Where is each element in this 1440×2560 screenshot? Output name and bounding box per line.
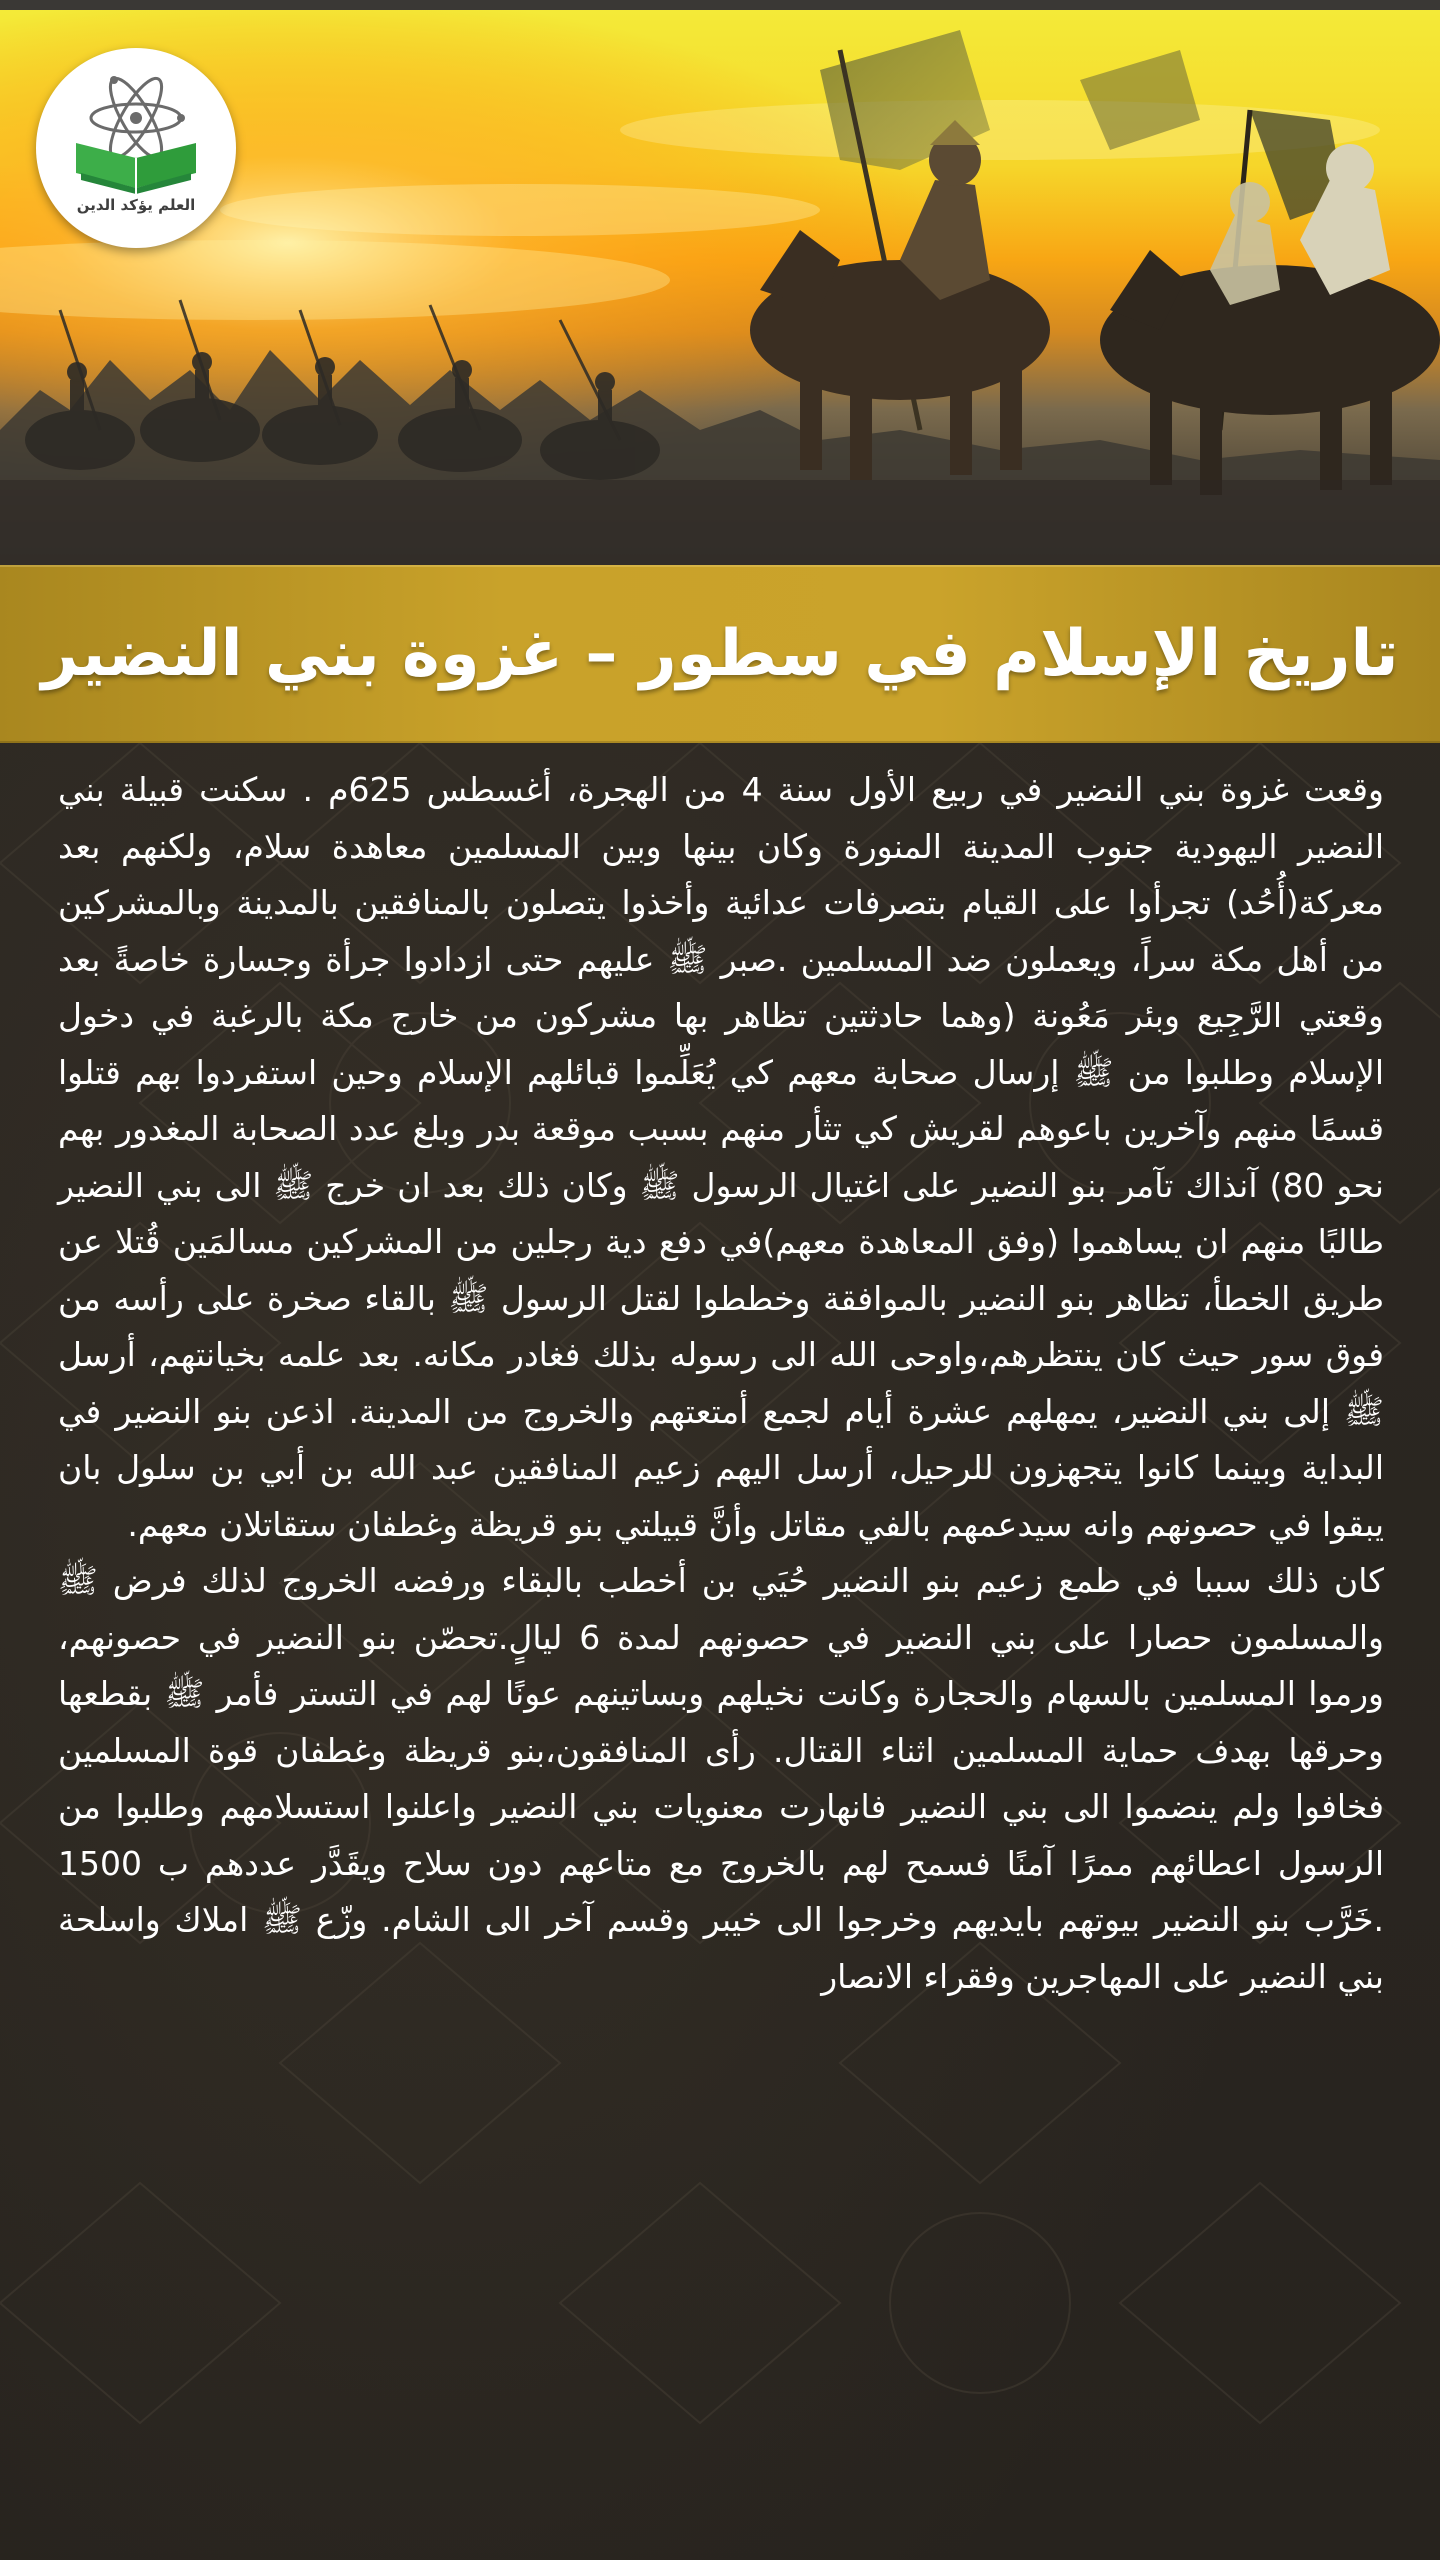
page-title: تاريخ الإسلام في سطور – غزوة بني النضير: [41, 617, 1399, 691]
hero-banner: [0, 10, 1440, 565]
top-strip: [0, 0, 1440, 10]
article-paragraph: كان ذلك سببا في طمع زعيم بنو النضير حُيَي بن أخطب بالبقاء ورفضه الخروج لذلك فرض ﷺ والمسلمون حصارا على بني النضير في حصونهم لمدة 6 ليالٍ.تحصّن بنو النضير في حصونهم، ورموا المسلمين بالسهام والحجارة وكانت نخيلهم وبساتينهم عونًا لهم في التستر فأمر ﷺ بقطعها وحرقها بهدف حماية المسلمين اثناء القتال. رأى المنافقون،بنو قريظة وغطفان قوة المسلمين فخافوا ولم ينضموا الى بني النضير فانهارت معنويات بني النضير واعلنوا استسلامهم وطلبوا من الرسول اعطائهم ممرًا آمنًا فسمح لهم بالخروج مع متاعهم دون سلاح ويقَدَّر عددهم ب 1500 .خَرَّب بنو النضير بيوتهم بايديهم وخرجوا الى خيبر وقسم آخر الى الشام. وزّع ﷺ املاك واسلحة بني النضير على المهاجرين وفقراء الانصار: [58, 1561, 1384, 1996]
article-body: [58, 762, 1384, 2005]
logo-text: العلم يؤكد الدين: [76, 196, 196, 214]
book-atom-logo-icon: [36, 48, 236, 248]
site-logo[interactable]: [36, 48, 236, 248]
title-band: [0, 565, 1440, 743]
article-paragraph: وقعت غزوة بني النضير في ربيع الأول سنة 4 من الهجرة، أغسطس 625م . سكنت قبيلة بني النضير اليهودية جنوب المدينة المنورة وكان بينها وبين المسلمين معاهدة سلام، ولكنهم بعد معركة(أُحُد) تجرأوا على القيام بتصرفات عدائية وأخذوا يتصلون بالمنافقين بالمدينة وبالمشركين من أهل مكة سراً، ويعملون ضد المسلمين .صبر ﷺ عليهم حتى ازدادوا جرأة وجسارة خاصةً بعد وقعتي الرَّجِيع وبئر مَعُونة (وهما حادثتين تظاهر بها مشركون من خارج مكة بالرغبة في دخول الإسلام وطلبوا من ﷺ إرسال صحابة معهم كي يُعَلِّموا قبائلهم الإسلام وحين استفردوا بهم قتلوا قسمًا منهم وآخرين باعوهم لقريش كي تثأر منهم بسبب موقعة بدر وبلغ عدد الصحابة المغدور بهم نحو 80) آنذاك تآمر بنو النضير على اغتيال الرسول ﷺ وكان ذلك بعد ان خرج ﷺ الى بني النضير طالبًا منهم ان يساهموا (وفق المعاهدة معهم)في دفع دية رجلين من المشركين مسالمَين قُتلا عن طريق الخطأ، تظاهر بنو النضير بالموافقة وخططوا لقتل الرسول ﷺ بالقاء صخرة على رأسه من فوق سور حيث كان ينتظرهم،واوحى الله الى رسوله بذلك فغادر مكانه. بعد علمه بخيانتهم، أرسل ﷺ إلى بني النضير، يمهلهم عشرة أيام لجمع أمتعتهم والخروج من المدينة. اذعن بنو النضير في البداية وبينما كانوا يتجهزون للرحيل، أرسل اليهم زعيم المنافقين عبد الله بن أبي بن سلول بان يبقوا في حصونهم وانه سيدعمهم بالفي مقاتل وأنَّ قبيلتي بنو قريظة وغطفان ستقاتلان معهم.: [58, 770, 1384, 1544]
